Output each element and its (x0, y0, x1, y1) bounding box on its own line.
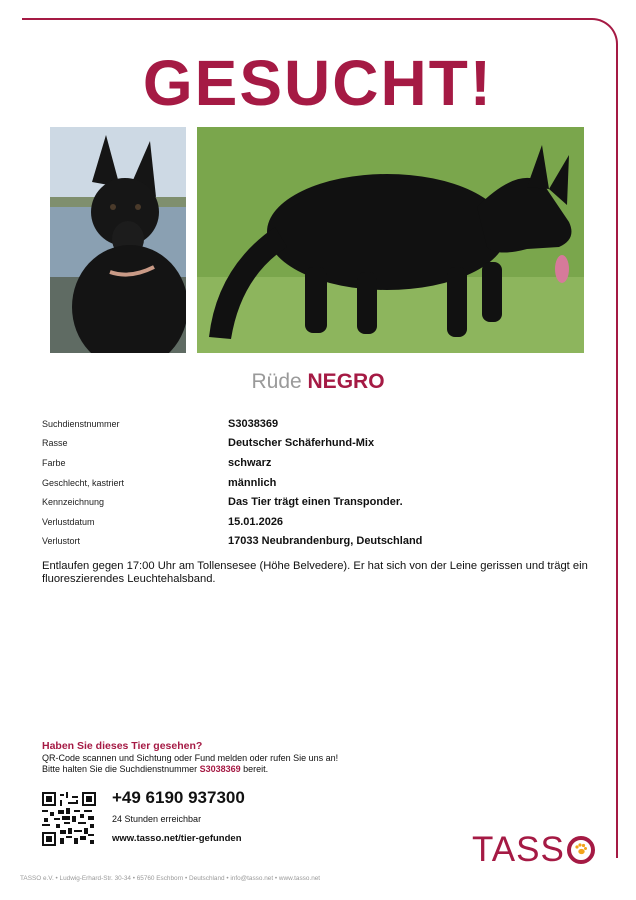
details-table (42, 414, 602, 551)
detail-value: Das Tier trägt einen Transponder. (228, 496, 403, 509)
sighting-info (42, 740, 602, 775)
availability-text: 24 Stunden erreichbar (112, 814, 202, 824)
detail-row (42, 434, 602, 454)
tasso-logo (472, 828, 595, 872)
detail-label: Suchdienstnummer (42, 418, 120, 429)
reference-number: S3038369 (199, 764, 241, 774)
detail-value: 17033 Neubrandenburg, Deutschland (228, 535, 423, 548)
detail-label: Verlustdatum (42, 516, 95, 527)
brand-name: TASS (472, 830, 565, 869)
detail-row (42, 492, 602, 512)
pet-name: NEGRO (307, 370, 385, 393)
detail-label: Verlustort (42, 536, 81, 547)
dog-portrait-photo (50, 127, 186, 353)
loss-description: Entlaufen gegen 17:00 Uhr am Tollensesee (Höhe Belvedere). Er hat sich von der Leine gerissen und trägt ein fluoreszierendes Leuchtehalsband. (42, 560, 588, 585)
paw-icon (567, 836, 595, 864)
sighting-reference-line (42, 764, 602, 775)
reference-text-before: Bitte halten Sie die Suchdienstnummer (42, 764, 198, 774)
found-pet-link[interactable]: www.tasso.net/tier-gefunden (112, 833, 242, 844)
detail-row (42, 532, 602, 552)
phone-number[interactable]: +49 6190 937300 (112, 788, 245, 807)
pet-gender: Rüde (251, 370, 302, 393)
page-title: GESUCHT! (142, 47, 494, 119)
sighting-instruction: QR-Code scannen und Sichtung oder Fund melden oder rufen Sie uns an! (42, 753, 339, 763)
detail-value: S3038369 (228, 417, 279, 430)
detail-row (42, 512, 602, 532)
detail-label: Geschlecht, kastriert (42, 477, 125, 488)
qr-code-icon[interactable] (42, 792, 96, 846)
detail-row (42, 453, 602, 473)
detail-label: Kennzeichnung (42, 497, 105, 508)
detail-row (42, 473, 602, 493)
detail-label: Farbe (42, 457, 66, 468)
detail-value: Deutscher Schäferhund-Mix (228, 437, 375, 450)
sighting-title: Haben Sie dieses Tier gesehen? (42, 740, 203, 752)
dog-walking-photo (197, 127, 584, 353)
reference-text-after: bereit. (243, 764, 269, 774)
detail-value: 15.01.2026 (228, 515, 284, 528)
detail-value: männlich (228, 476, 277, 489)
pet-name-heading (0, 370, 636, 394)
footer-address: TASSO e.V. • Ludwig-Erhard-Str. 30-34 • 65760 Eschborn • Deutschland • info@tasso.net • www.tasso.net (20, 875, 321, 882)
detail-row (42, 414, 602, 434)
detail-label: Rasse (42, 438, 68, 449)
detail-value: schwarz (228, 456, 272, 469)
